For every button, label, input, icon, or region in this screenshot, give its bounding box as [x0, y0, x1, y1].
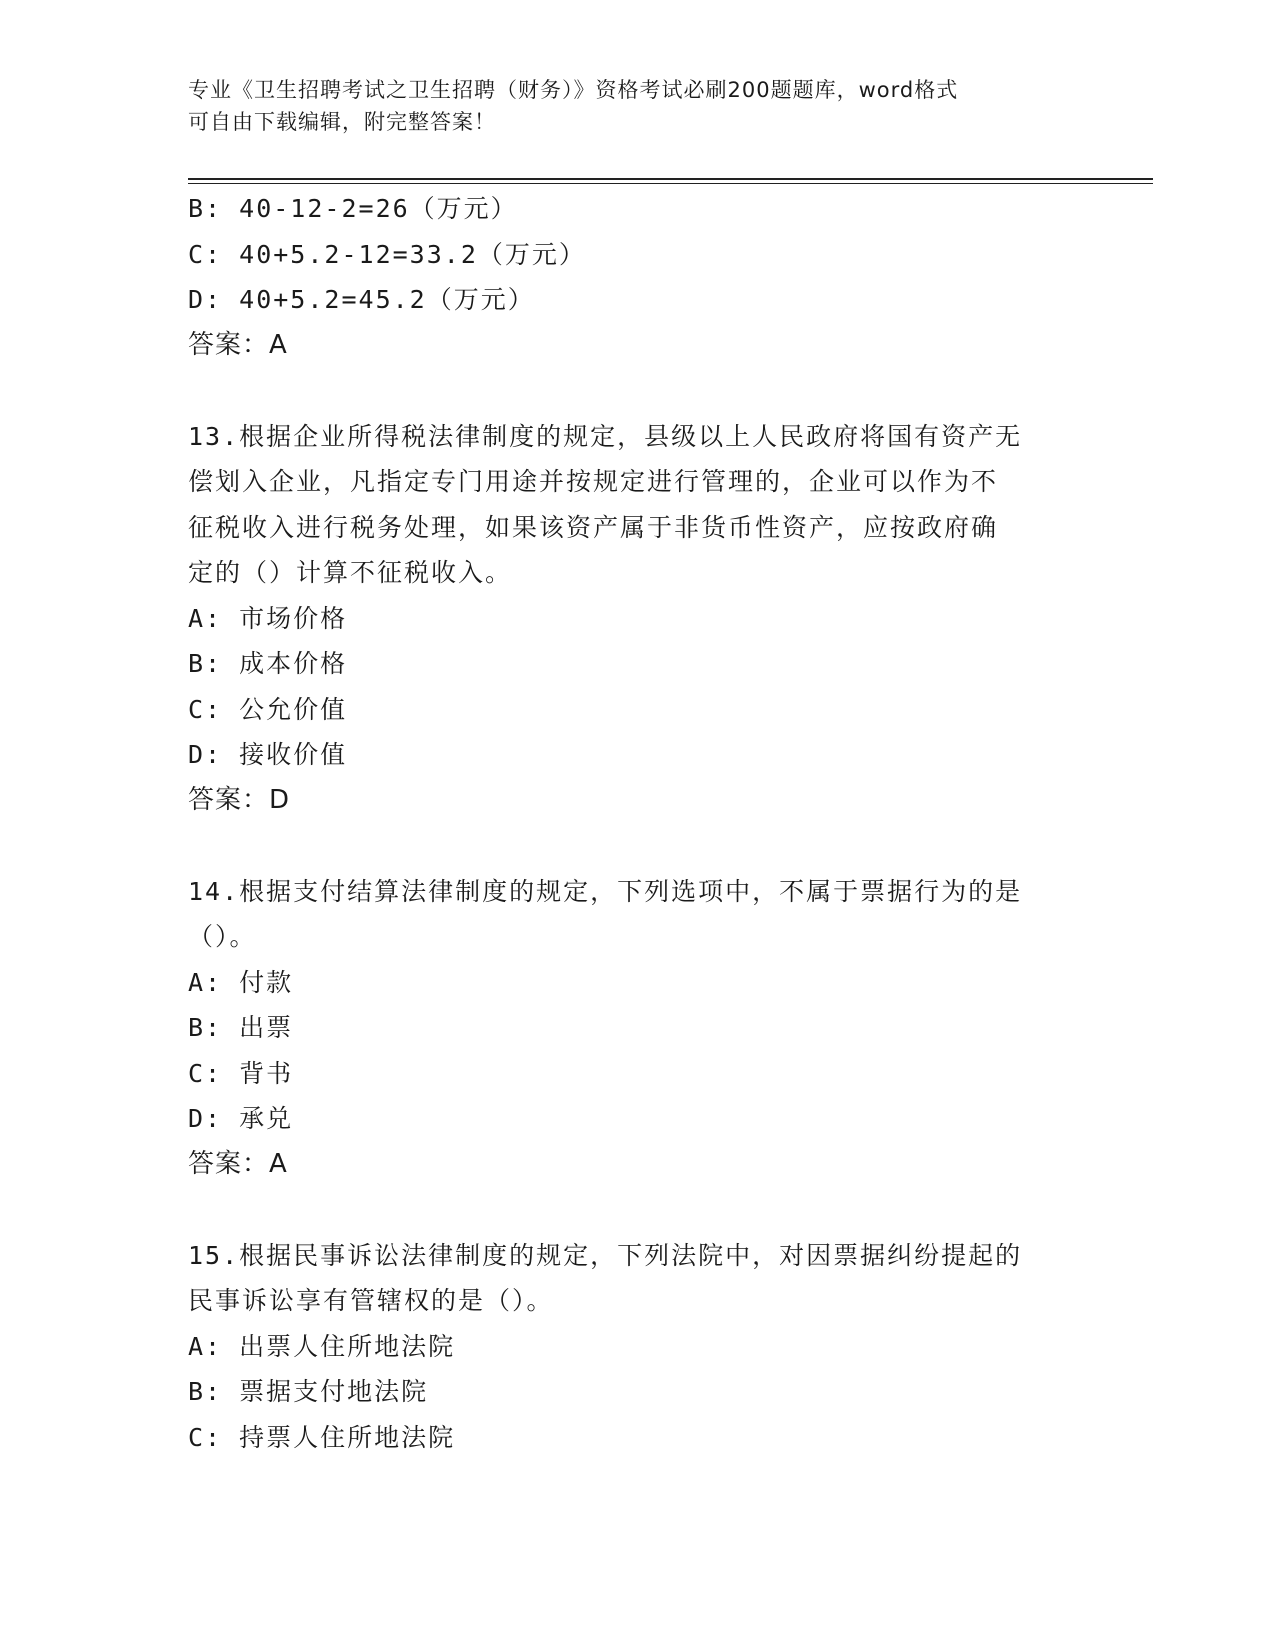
option-b: B: 出票 [188, 1013, 294, 1042]
option-c: C: 背书 [188, 1058, 294, 1088]
header-rule-thin [188, 183, 1153, 184]
option-d: D: 承兑 [188, 1104, 294, 1133]
option-a: A: 出票人住所地法院 [188, 1331, 456, 1361]
question-text-line: 征税收入进行税务处理，如果该资产属于非货币性资产，应按政府确 [188, 512, 999, 542]
option-c: C: 持票人住所地法院 [188, 1422, 456, 1452]
question-text-line: 13.根据企业所得税法律制度的规定，县级以上人民政府将国有资产无 [188, 421, 1023, 451]
spacer [188, 368, 1088, 414]
question-text-line: 14.根据支付结算法律制度的规定，下列选项中，不属于票据行为的是 [188, 876, 1023, 906]
option-a: A: 市场价格 [188, 603, 348, 633]
option-b: B: 成本价格 [188, 649, 348, 678]
spacer [188, 1187, 1088, 1233]
question-13 [188, 414, 1088, 824]
header-rule-thick [188, 178, 1153, 180]
question-15 [188, 1233, 1088, 1461]
question-text-line: 15.根据民事诉讼法律制度的规定，下列法院中，对因票据纠纷提起的 [188, 1240, 1023, 1270]
option-c: C: 40+5.2-12=33.2（万元） [188, 239, 586, 269]
option-a: A: 付款 [188, 967, 294, 997]
answer-line: 答案：A [188, 329, 288, 360]
option-d: D: 40+5.2=45.2（万元） [188, 285, 535, 314]
question-text-line: （）。 [188, 922, 257, 951]
prev-question-block [188, 186, 1088, 368]
answer-line: 答案：A [188, 1148, 288, 1179]
question-text-line: 定的（）计算不征税收入。 [188, 558, 513, 587]
question-list [188, 186, 1088, 1460]
option-d: D: 接收价值 [188, 740, 348, 769]
document-header [188, 74, 1068, 138]
question-text-line: 偿划入企业，凡指定专门用途并按规定进行管理的，企业可以作为不 [188, 467, 999, 496]
option-c: C: 公允价值 [188, 694, 348, 724]
answer-line: 答案：D [188, 784, 291, 815]
header-line-2: 可自由下载编辑，附完整答案！ [188, 110, 496, 134]
header-line-1: 专业《卫生招聘考试之卫生招聘（财务）》资格考试必刷200题题库，word格式 [188, 78, 959, 102]
spacer [188, 823, 1088, 869]
question-14 [188, 869, 1088, 1188]
option-b: B: 40-12-2=26（万元） [188, 194, 518, 223]
option-b: B: 票据支付地法院 [188, 1377, 429, 1406]
question-text-line: 民事诉讼享有管辖权的是（）。 [188, 1286, 554, 1315]
